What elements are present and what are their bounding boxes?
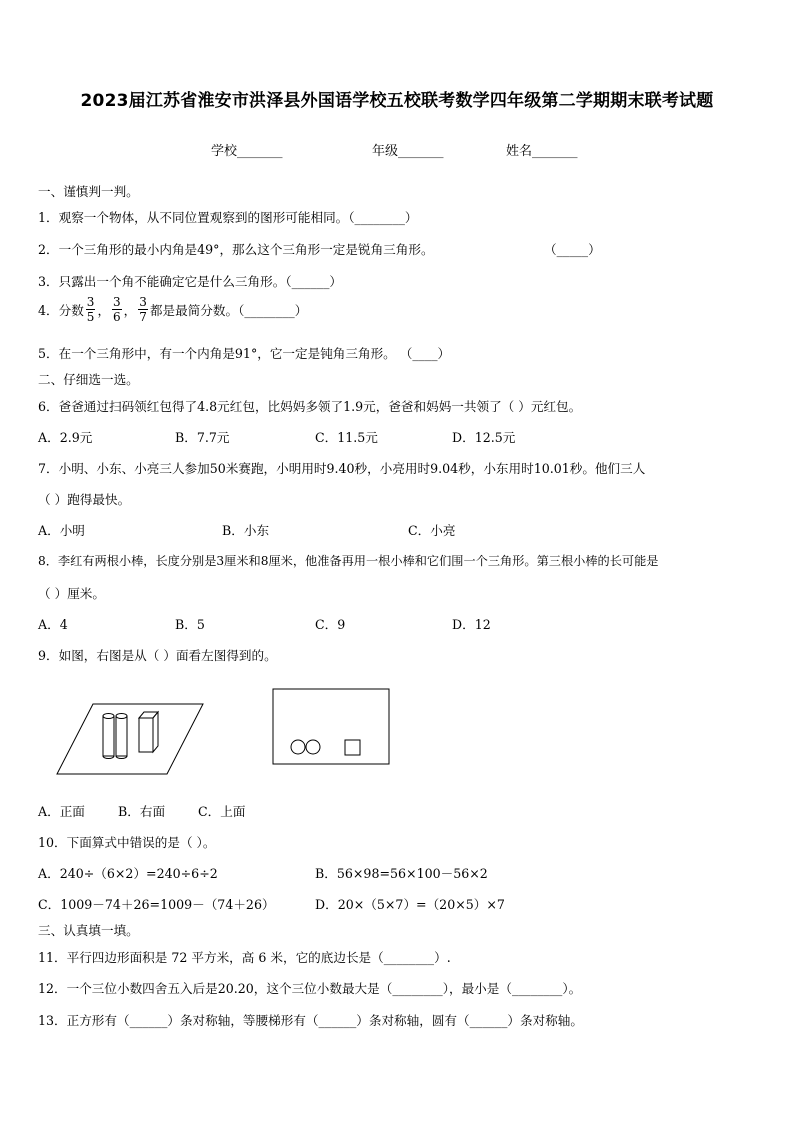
question-4: 4．分数 $\frac{3}{5}$ ， $\frac{3}{6}$ ， $\frac{3}{7}$ 都是最简分数。（________） [38, 295, 308, 324]
question-2-blank[interactable]: （_____） [544, 242, 601, 257]
q7-option-a[interactable]: A．小明 [38, 523, 85, 538]
question-4-prefix: 4．分数 [38, 303, 84, 318]
section-2-heading: 二、仔细选一选。 [38, 372, 139, 387]
section-3-heading: 三、认真填一填。 [38, 923, 139, 938]
name-field[interactable]: 姓名_______ [506, 144, 578, 159]
q10-option-a[interactable]: A．240÷（6×2）=240÷6÷2 [38, 866, 218, 881]
grade-field[interactable]: 年级_______ [372, 144, 444, 159]
q9-option-c[interactable]: C．上面 [198, 804, 246, 819]
q9-option-b[interactable]: B．右面 [118, 804, 166, 819]
q6-option-a[interactable]: A．2.9元 [38, 430, 93, 445]
q9-option-a[interactable]: A．正面 [38, 804, 85, 819]
question-9: 9．如图，右图是从（ ）面看左图得到的。 [38, 648, 277, 663]
fraction-3-6: $\frac{3}{6}$ [113, 295, 121, 324]
fraction-3-5: $\frac{3}{5}$ [86, 295, 95, 324]
question-6: 6．爸爸通过扫码领红包得了4.8元红包，比妈妈多领了1.9元，爸爸和妈妈一共领了（ ）元红包。 [38, 399, 582, 414]
q7-option-b[interactable]: B．小东 [222, 523, 270, 538]
question-2: 2．一个三角形的最小内角是49°，那么这个三角形一定是锐角三角形。 [38, 242, 434, 257]
fraction-3-7: $\frac{3}{7}$ [139, 295, 147, 324]
q6-option-c[interactable]: C．11.5元 [315, 430, 378, 445]
q8-option-b[interactable]: B．5 [175, 617, 205, 632]
q7-option-c[interactable]: C．小亮 [408, 523, 456, 538]
question-12: 12．一个三位小数四舍五入后是20.20，这个三位小数最大是（________），最小是（________）。 [38, 981, 582, 996]
q8-option-d[interactable]: D．12 [452, 617, 491, 632]
question-7-line2: （ ）跑得最快。 [38, 492, 131, 507]
question-13: 13．正方形有（______）条对称轴，等腰梯形有（______）条对称轴，圆有（______）条对称轴。 [38, 1013, 583, 1028]
q6-option-d[interactable]: D．12.5元 [452, 430, 516, 445]
q10-option-d[interactable]: D．20×（5×7）=（20×5）×7 [315, 897, 505, 912]
question-10: 10．下面算式中错误的是（ ）。 [38, 835, 216, 850]
q6-option-b[interactable]: B．7.7元 [175, 430, 230, 445]
q9-right-figure [272, 688, 392, 768]
question-8-line2: （ ）厘米。 [38, 586, 105, 601]
q10-option-c[interactable]: C．1009－74＋26=1009－（74＋26） [38, 897, 275, 912]
q8-option-c[interactable]: C．9 [315, 617, 346, 632]
question-5: 5．在一个三角形中，有一个内角是91°，它一定是钝角三角形。 （____） [38, 346, 451, 361]
question-11: 11．平行四边形面积是 72 平方米，高 6 米，它的底边长是（________）. [38, 950, 451, 965]
question-3: 3．只露出一个角不能确定它是什么三角形。（______） [38, 274, 342, 289]
q10-option-b[interactable]: B．56×98=56×100－56×2 [315, 866, 488, 881]
question-8-line1: 8．李红有两根小棒，长度分别是3厘米和8厘米，他准备再用一根小棒和它们围一个三角形。第三根小棒的长可能是 [38, 554, 659, 568]
q9-left-figure [55, 700, 205, 780]
question-7-line1: 7．小明、小东、小亮三人参加50米赛跑，小明用时9.40秒，小亮用时9.04秒，小东用时10.01秒。他们三人 [38, 461, 646, 476]
q8-option-a[interactable]: A．4 [38, 617, 68, 632]
question-4-suffix: 都是最简分数。（________） [149, 303, 308, 318]
question-1: 1．观察一个物体，从不同位置观察到的图形可能相同。（________） [38, 210, 418, 225]
section-1-heading: 一、谨慎判一判。 [38, 184, 139, 199]
school-field[interactable]: 学校_______ [211, 144, 283, 159]
page-title: 2023届江苏省淮安市洪泽县外国语学校五校联考数学四年级第二学期期末联考试题 [80, 91, 714, 111]
